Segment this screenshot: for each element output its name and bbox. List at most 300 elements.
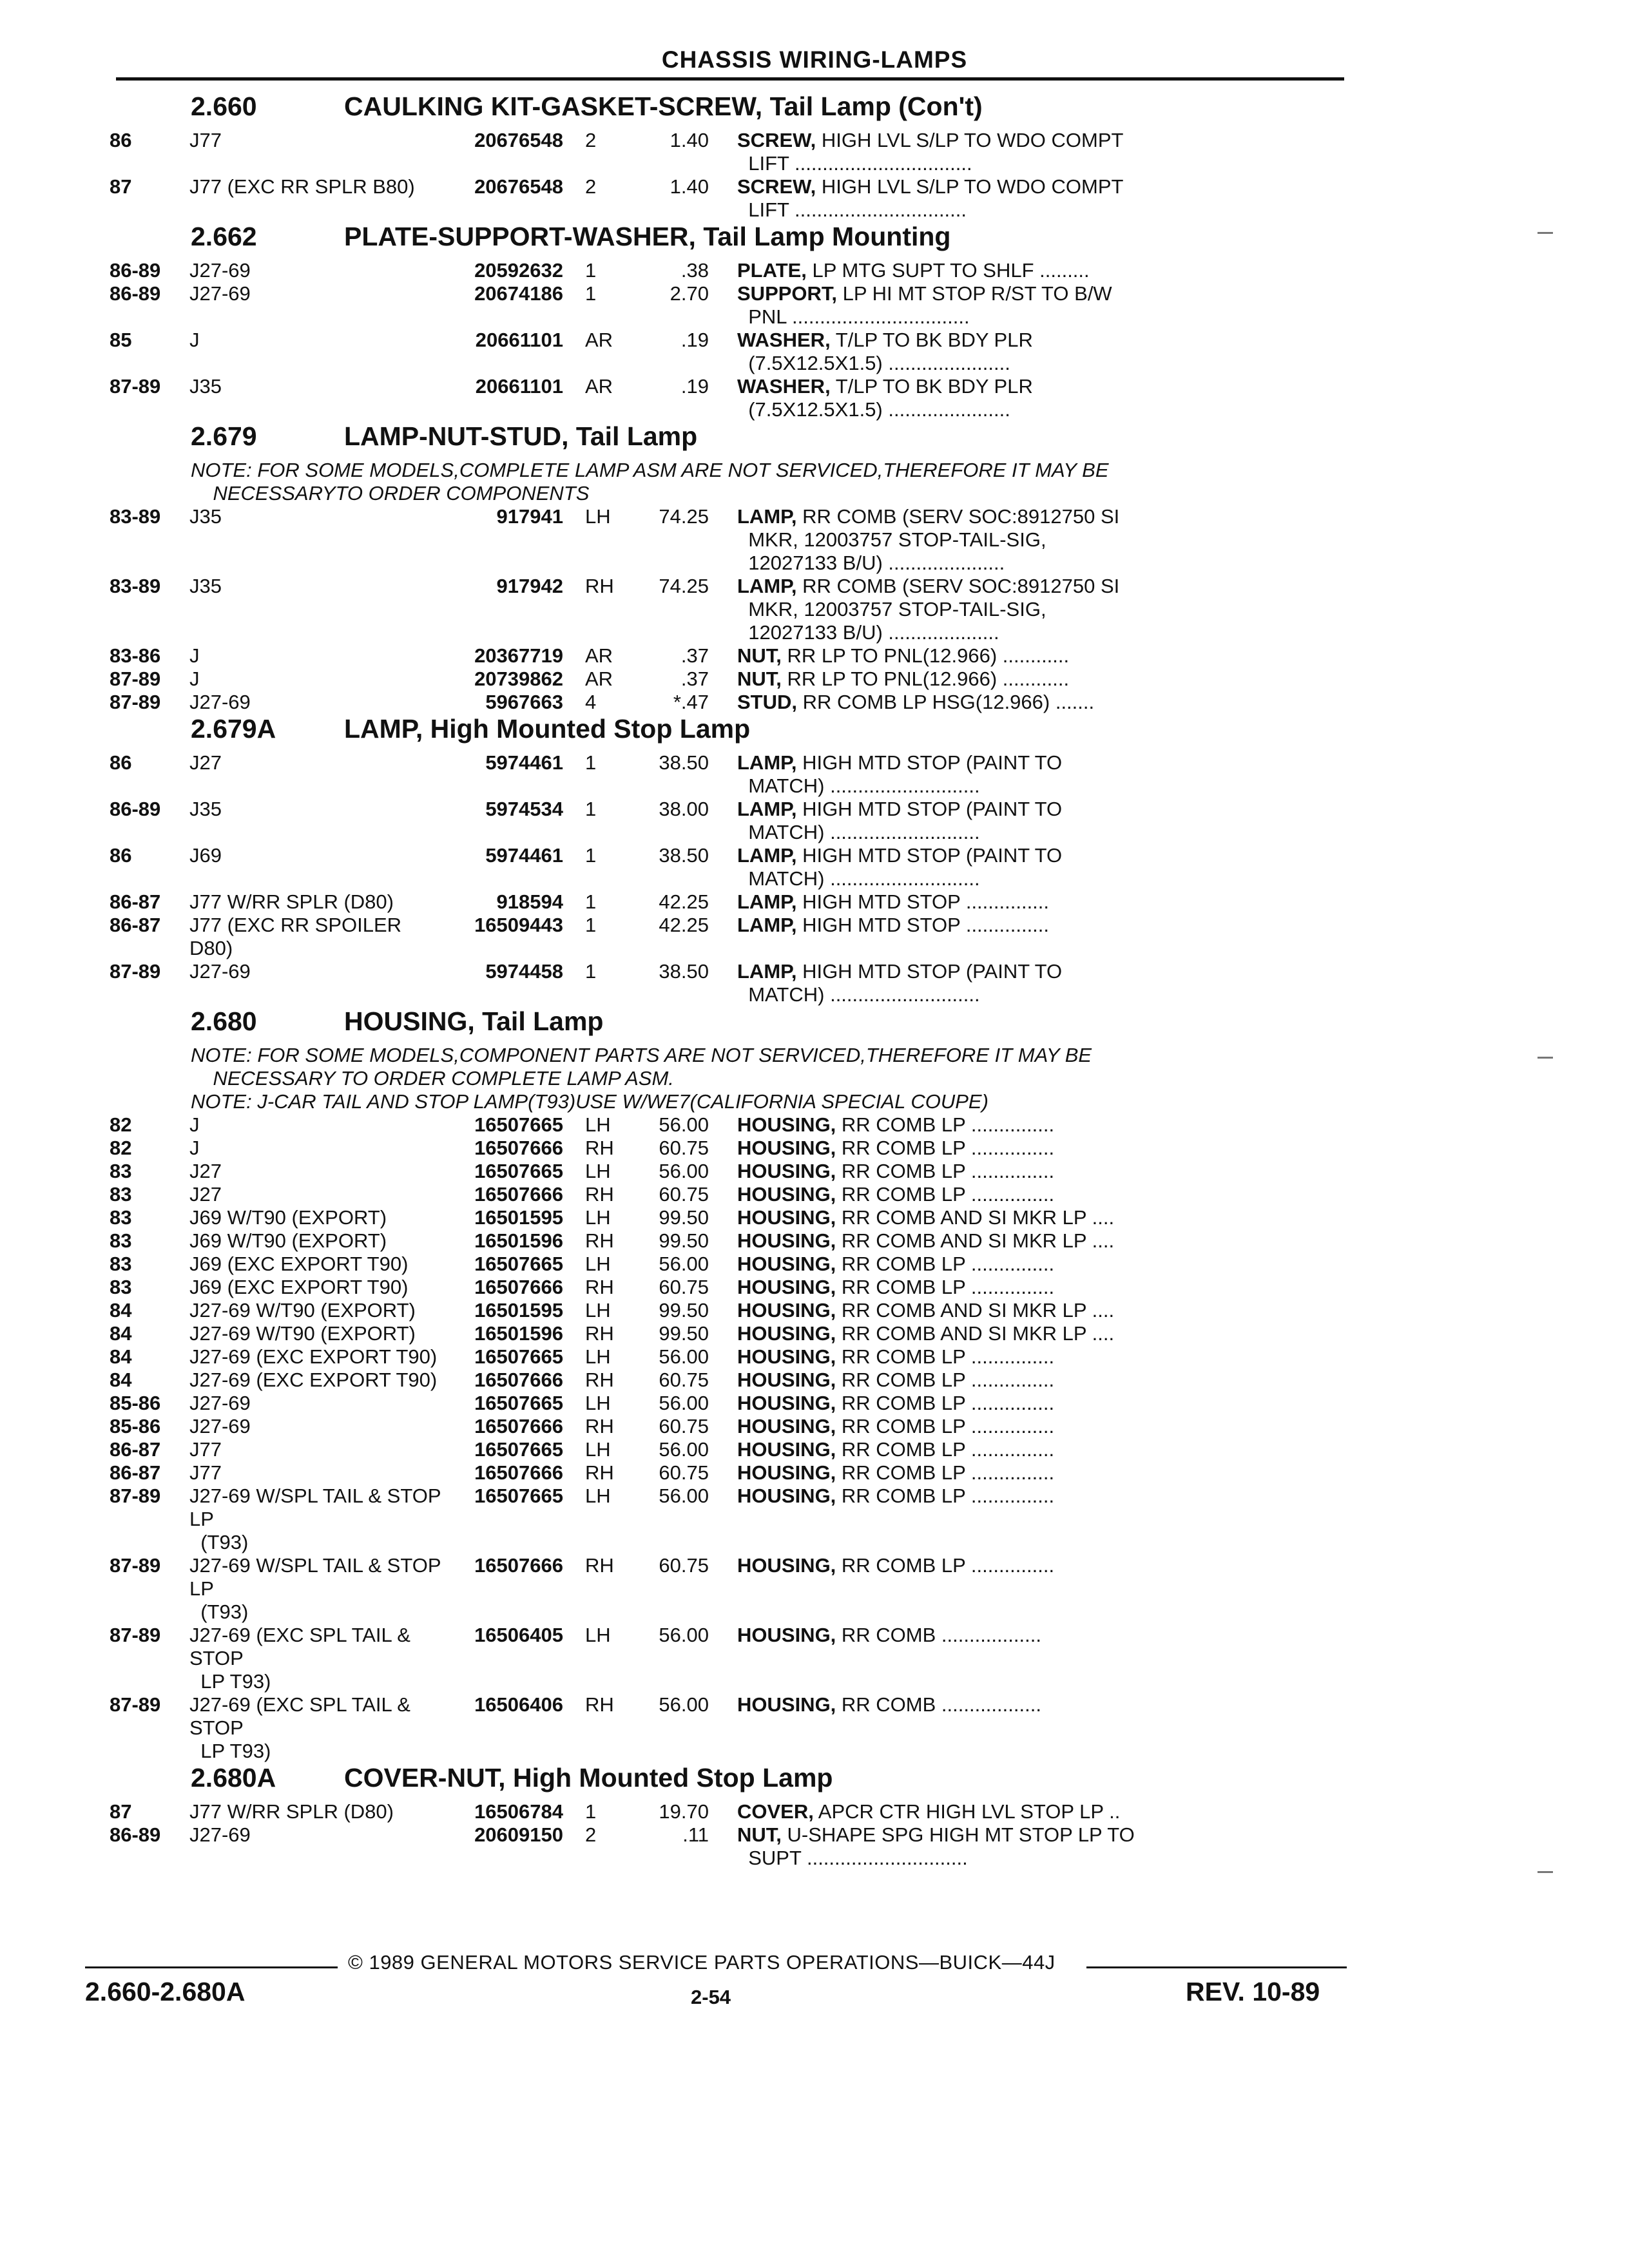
table-row (110, 668, 1334, 691)
price: 99.50 (659, 1229, 709, 1252)
description-keyword: HOUSING, (737, 1113, 836, 1136)
application-text: J27-69 (EXC SPL TAIL & STOP LP T93) (189, 1624, 416, 1693)
part-number: 16501595 (474, 1206, 563, 1229)
part-number: 16501596 (474, 1229, 563, 1252)
price: 99.50 (659, 1206, 709, 1229)
price: 56.00 (659, 1693, 709, 1716)
part-number: 16507666 (474, 1554, 563, 1577)
quantity: 1 (585, 798, 597, 820)
quantity: LH (585, 505, 611, 528)
section-heading (110, 91, 1334, 129)
part-number: 20661101 (475, 375, 563, 398)
model-year: 86 (110, 751, 132, 774)
application (189, 575, 447, 644)
table-row (110, 1229, 1334, 1253)
quantity: AR (585, 644, 613, 667)
table-row (110, 1800, 1334, 1823)
application (189, 1461, 447, 1485)
description (737, 1276, 1334, 1299)
description-keyword: LAMP, (737, 960, 797, 983)
description-text: RR COMB LP ............... (836, 1345, 1055, 1368)
application (189, 914, 447, 960)
description (737, 1183, 1334, 1206)
application (189, 798, 447, 844)
description-keyword: SCREW, (737, 175, 816, 198)
description (737, 129, 1334, 175)
model-year: 84 (110, 1299, 132, 1321)
quantity: LH (585, 1206, 611, 1229)
application (189, 1113, 447, 1137)
part-number: 16507666 (474, 1276, 563, 1298)
description (737, 175, 1334, 222)
description-keyword: SUPPORT, (737, 282, 838, 305)
application (189, 375, 447, 421)
description-text: RR COMB AND SI MKR LP .... (836, 1299, 1115, 1321)
description-keyword: HOUSING, (737, 1554, 836, 1577)
description-keyword: HOUSING, (737, 1253, 836, 1275)
description (737, 1322, 1334, 1345)
description-keyword: HOUSING, (737, 1345, 836, 1368)
application (189, 844, 447, 890)
catalog-section (110, 222, 1334, 421)
description-keyword: COVER, (737, 1800, 814, 1823)
description-text: RR COMB AND SI MKR LP .... (836, 1206, 1115, 1229)
application-text: J27-69 W/T90 (EXPORT) (189, 1322, 421, 1345)
application-text: J (189, 329, 205, 351)
quantity: LH (585, 1485, 611, 1507)
application-text: J27-69 W/SPL TAIL & STOP LP (T93) (189, 1554, 447, 1623)
description-keyword: HOUSING, (737, 1229, 836, 1252)
section-heading (110, 1006, 1334, 1044)
price: 60.75 (659, 1461, 709, 1484)
description (737, 1624, 1334, 1693)
description-text: T/LP TO BK BDY PLR (7.5X12.5X1.5) ...................... (748, 329, 1033, 374)
price: .19 (680, 329, 709, 351)
part-number: 5967663 (485, 691, 563, 713)
description (737, 890, 1334, 914)
description (737, 1299, 1334, 1322)
model-year: 86-89 (110, 282, 161, 305)
table-row (110, 1438, 1334, 1461)
description (737, 1345, 1334, 1369)
application (189, 175, 447, 222)
application-text: J77 (189, 129, 227, 151)
application (189, 960, 447, 1006)
margin-mark (1537, 232, 1553, 234)
model-year: 87 (110, 1800, 132, 1823)
application-text: J69 W/T90 (EXPORT) (189, 1206, 392, 1229)
quantity: RH (585, 575, 614, 597)
description (737, 1693, 1334, 1763)
part-number: 20739862 (474, 668, 563, 690)
application (189, 1624, 447, 1693)
section-note: NOTE: FOR SOME MODELS,COMPLETE LAMP ASM ARE NOT SERVICED,THEREFORE IT MAY BE NECESSARYTO ORDER COMPONENTS (191, 459, 1109, 505)
model-year: 86-87 (110, 914, 161, 936)
part-number: 16501595 (474, 1299, 563, 1321)
description-keyword: HOUSING, (737, 1137, 836, 1159)
application (189, 644, 447, 668)
margin-mark (1537, 1057, 1553, 1059)
quantity: AR (585, 329, 613, 351)
table-row (110, 1322, 1334, 1345)
price: 1.40 (670, 129, 709, 151)
description (737, 691, 1334, 714)
description (737, 1229, 1334, 1253)
description-keyword: NUT, (737, 644, 782, 667)
part-number: 20609150 (474, 1823, 563, 1846)
table-row (110, 751, 1334, 798)
price: .37 (680, 668, 709, 690)
application-text: J27 (189, 1183, 227, 1206)
description (737, 1800, 1334, 1823)
price: 42.25 (659, 890, 709, 913)
application-text: J (189, 668, 205, 690)
description-text: RR COMB LP ............... (836, 1160, 1055, 1182)
model-year: 87-89 (110, 1624, 161, 1646)
price: .11 (682, 1823, 709, 1846)
section-number: 2.679A (191, 714, 276, 744)
model-year: 86-87 (110, 1461, 161, 1484)
price: 74.25 (659, 575, 709, 597)
description (737, 960, 1334, 1006)
section-number: 2.662 (191, 222, 257, 251)
description-keyword: HOUSING, (737, 1624, 836, 1646)
section-note: NOTE: J-CAR TAIL AND STOP LAMP(T93)USE W/WE7(CALIFORNIA SPECIAL COUPE) (191, 1090, 988, 1113)
model-year: 85 (110, 329, 132, 351)
description-text: HIGH LVL S/LP TO WDO COMPT LIFT ............................... (748, 175, 1124, 221)
description-text: RR COMB .................. (836, 1693, 1041, 1716)
description-text: RR COMB LP ............... (836, 1392, 1055, 1414)
description-keyword: WASHER, (737, 329, 831, 351)
description-keyword: HOUSING, (737, 1415, 836, 1437)
application (189, 329, 447, 375)
section-title: CAULKING KIT-GASKET-SCREW, Tail Lamp (Con't) (344, 91, 983, 121)
description-keyword: SCREW, (737, 129, 816, 151)
application (189, 1206, 447, 1229)
price: 60.75 (659, 1369, 709, 1391)
description (737, 1438, 1334, 1461)
price: 74.25 (659, 505, 709, 528)
section-note: NOTE: FOR SOME MODELS,COMPONENT PARTS ARE NOT SERVICED,THEREFORE IT MAY BE NECESSARY TO ORDER COMPLETE LAMP ASM. (191, 1044, 1092, 1090)
application (189, 282, 447, 329)
quantity: LH (585, 1253, 611, 1275)
quantity: 1 (585, 282, 597, 305)
section-title: HOUSING, Tail Lamp (344, 1006, 604, 1036)
section-number: 2.660 (191, 91, 257, 121)
application-text: J27-69 W/SPL TAIL & STOP LP (T93) (189, 1485, 447, 1553)
table-row (110, 1693, 1334, 1763)
model-year: 83 (110, 1206, 132, 1229)
table-row (110, 282, 1334, 329)
price: 99.50 (659, 1322, 709, 1345)
price: 56.00 (659, 1113, 709, 1136)
description-keyword: WASHER, (737, 375, 831, 398)
model-year: 82 (110, 1137, 132, 1159)
table-row (110, 1823, 1334, 1870)
description-text: HIGH MTD STOP ............... (796, 914, 1050, 936)
model-year: 83 (110, 1253, 132, 1275)
table-row (110, 1206, 1334, 1229)
part-number: 20676548 (474, 175, 563, 198)
description (737, 259, 1334, 282)
quantity: RH (585, 1322, 614, 1345)
part-number: 5974461 (485, 751, 563, 774)
footer-rule-left (85, 1966, 338, 1968)
model-year: 86-89 (110, 259, 161, 282)
description (737, 668, 1334, 691)
application-text: J (189, 1137, 205, 1159)
application (189, 1823, 447, 1870)
price: 38.50 (659, 844, 709, 867)
part-number: 5974461 (485, 844, 563, 867)
description-text: RR COMB LP HSG(12.966) ....... (797, 691, 1095, 713)
model-year: 84 (110, 1369, 132, 1391)
section-number: 2.680A (191, 1763, 276, 1792)
description (737, 1369, 1334, 1392)
model-year: 82 (110, 1113, 132, 1136)
application (189, 1160, 447, 1183)
application-text: J77 W/RR SPLR (D80) (189, 890, 399, 913)
table-row (110, 575, 1334, 644)
parts-catalog-body (110, 91, 1334, 1870)
description-text: RR COMB LP ............... (836, 1253, 1055, 1275)
description-text: RR COMB LP ............... (836, 1461, 1055, 1484)
description-keyword: LAMP, (737, 890, 797, 913)
description-text: HIGH MTD STOP (PAINT TO MATCH) ........................... (748, 960, 1063, 1006)
description-keyword: HOUSING, (737, 1160, 836, 1182)
table-row (110, 1485, 1334, 1554)
table-row (110, 505, 1334, 575)
description-keyword: STUD, (737, 691, 797, 713)
part-number: 16507665 (474, 1160, 563, 1182)
description-text: LP HI MT STOP R/ST TO B/W PNL ................................ (748, 282, 1112, 328)
quantity: LH (585, 1438, 611, 1461)
table-row (110, 1415, 1334, 1438)
model-year: 87-89 (110, 668, 161, 690)
description-keyword: LAMP, (737, 505, 797, 528)
model-year: 83-89 (110, 505, 161, 528)
application-text: J27 (189, 751, 227, 774)
table-row (110, 259, 1334, 282)
description-text: RR COMB (SERV SOC:8912750 SI MKR, 12003757 STOP-TAIL-SIG, 12027133 B/U) .................... (748, 575, 1120, 644)
catalog-section (110, 714, 1334, 1006)
description-keyword: LAMP, (737, 844, 797, 867)
footer-copyright: © 1989 GENERAL MOTORS SERVICE PARTS OPERATIONS—BUICK—44J (348, 1951, 1055, 1974)
quantity: 1 (585, 844, 597, 867)
description (737, 1461, 1334, 1485)
section-title: LAMP-NUT-STUD, Tail Lamp (344, 421, 698, 451)
part-number: 16507665 (474, 1485, 563, 1507)
model-year: 87-89 (110, 1693, 161, 1716)
price: *.47 (673, 691, 709, 713)
section-heading (110, 421, 1334, 459)
catalog-section (110, 91, 1334, 222)
description-keyword: NUT, (737, 1823, 782, 1846)
catalog-section (110, 1006, 1334, 1763)
application-text: J77 (189, 1461, 227, 1484)
quantity: 1 (585, 259, 597, 282)
table-row (110, 844, 1334, 890)
table-row (110, 1137, 1334, 1160)
model-year: 87-89 (110, 1485, 161, 1507)
catalog-section (110, 421, 1334, 714)
application (189, 1276, 447, 1299)
price: 56.00 (659, 1345, 709, 1368)
quantity: RH (585, 1229, 614, 1252)
description (737, 1137, 1334, 1160)
part-number: 16507666 (474, 1369, 563, 1391)
price: 99.50 (659, 1299, 709, 1321)
part-number: 20592632 (474, 259, 563, 282)
description (737, 798, 1334, 844)
price: 60.75 (659, 1415, 709, 1437)
description (737, 505, 1334, 575)
description-keyword: LAMP, (737, 798, 797, 820)
model-year: 85-86 (110, 1392, 161, 1414)
model-year: 85-86 (110, 1415, 161, 1437)
description-keyword: HOUSING, (737, 1322, 836, 1345)
price: .38 (680, 259, 709, 282)
table-row (110, 1461, 1334, 1485)
table-row (110, 798, 1334, 844)
table-row (110, 890, 1334, 914)
catalog-section (110, 1763, 1334, 1870)
table-row (110, 375, 1334, 421)
header-rule (116, 77, 1344, 81)
price: 38.50 (659, 960, 709, 983)
description (737, 375, 1334, 421)
description-text: RR COMB LP ............... (836, 1485, 1055, 1507)
part-number: 16506405 (474, 1624, 563, 1646)
application-text: J35 (189, 798, 227, 820)
description-keyword: HOUSING, (737, 1206, 836, 1229)
description-keyword: HOUSING, (737, 1369, 836, 1391)
section-number: 2.680 (191, 1006, 257, 1036)
part-number: 16507665 (474, 1253, 563, 1275)
description-keyword: HOUSING, (737, 1461, 836, 1484)
part-number: 16507666 (474, 1183, 563, 1206)
application-text: J69 (EXC EXPORT T90) (189, 1276, 413, 1298)
description-text: RR COMB LP ............... (836, 1438, 1055, 1461)
model-year: 86 (110, 844, 132, 867)
section-title: COVER-NUT, High Mounted Stop Lamp (344, 1763, 833, 1792)
description-keyword: LAMP, (737, 914, 797, 936)
application (189, 890, 447, 914)
description (737, 575, 1334, 644)
application (189, 1800, 447, 1823)
model-year: 83 (110, 1229, 132, 1252)
quantity: 1 (585, 914, 597, 936)
application-text: J69 (189, 844, 227, 867)
description-text: RR COMB (SERV SOC:8912750 SI MKR, 12003757 STOP-TAIL-SIG, 12027133 B/U) ..................... (748, 505, 1120, 574)
section-title: LAMP, High Mounted Stop Lamp (344, 714, 751, 744)
table-row (110, 1554, 1334, 1624)
part-number: 16507666 (474, 1415, 563, 1437)
description-text: RR COMB .................. (836, 1624, 1041, 1646)
application (189, 1415, 447, 1438)
price: 56.00 (659, 1485, 709, 1507)
section-number: 2.679 (191, 421, 257, 451)
quantity: RH (585, 1369, 614, 1391)
application-text: J27-69 (189, 259, 256, 282)
quantity: RH (585, 1415, 614, 1437)
model-year: 83 (110, 1160, 132, 1182)
model-year: 87-89 (110, 375, 161, 398)
description-keyword: LAMP, (737, 751, 797, 774)
description (737, 1415, 1334, 1438)
description-text: RR COMB AND SI MKR LP .... (836, 1322, 1115, 1345)
application (189, 1299, 447, 1322)
model-year: 84 (110, 1345, 132, 1368)
application (189, 1137, 447, 1160)
part-number: 16507665 (474, 1438, 563, 1461)
price: 2.70 (670, 282, 709, 305)
application (189, 1485, 447, 1554)
application-text: J27-69 (189, 691, 256, 713)
application-text: J (189, 644, 205, 667)
price: 60.75 (659, 1554, 709, 1577)
description (737, 1392, 1334, 1415)
description (737, 1485, 1334, 1554)
part-number: 16509443 (474, 914, 563, 936)
application (189, 1438, 447, 1461)
section-heading (110, 222, 1334, 259)
application-text: J77 (EXC RR SPOILER D80) (189, 914, 407, 959)
table-row (110, 1183, 1334, 1206)
part-number: 917941 (496, 505, 563, 528)
description-text: RR COMB AND SI MKR LP .... (836, 1229, 1115, 1252)
description-keyword: HOUSING, (737, 1438, 836, 1461)
application-text: J27-69 (189, 1392, 256, 1414)
table-row (110, 1253, 1334, 1276)
description-keyword: HOUSING, (737, 1299, 836, 1321)
description-text: RR COMB LP ............... (836, 1137, 1055, 1159)
application (189, 1345, 447, 1369)
application (189, 1554, 447, 1624)
footer-revision: REV. 10-89 (1186, 1977, 1320, 2006)
quantity: RH (585, 1183, 614, 1206)
model-year: 83 (110, 1183, 132, 1206)
table-row (110, 1160, 1334, 1183)
application-text: J27-69 (189, 1823, 256, 1846)
price: 56.00 (659, 1392, 709, 1414)
part-number: 16507666 (474, 1137, 563, 1159)
quantity: AR (585, 375, 613, 398)
quantity: 1 (585, 960, 597, 983)
application (189, 691, 447, 714)
quantity: RH (585, 1137, 614, 1159)
application-text: J35 (189, 375, 227, 398)
application (189, 1183, 447, 1206)
description (737, 751, 1334, 798)
table-row (110, 1276, 1334, 1299)
margin-mark (1537, 1871, 1553, 1873)
description (737, 1253, 1334, 1276)
part-number: 16506406 (474, 1693, 563, 1716)
table-row (110, 960, 1334, 1006)
quantity: 1 (585, 1800, 597, 1823)
application (189, 259, 447, 282)
application-text: J27-69 (189, 282, 256, 305)
description-keyword: NUT, (737, 668, 782, 690)
price: 19.70 (659, 1800, 709, 1823)
description-text: LP MTG SUPT TO SHLF ......... (806, 259, 1090, 282)
table-row (110, 1113, 1334, 1137)
section-heading (110, 714, 1334, 751)
model-year: 87 (110, 175, 132, 198)
application-text: J27-69 (189, 1415, 256, 1437)
table-row (110, 175, 1334, 222)
